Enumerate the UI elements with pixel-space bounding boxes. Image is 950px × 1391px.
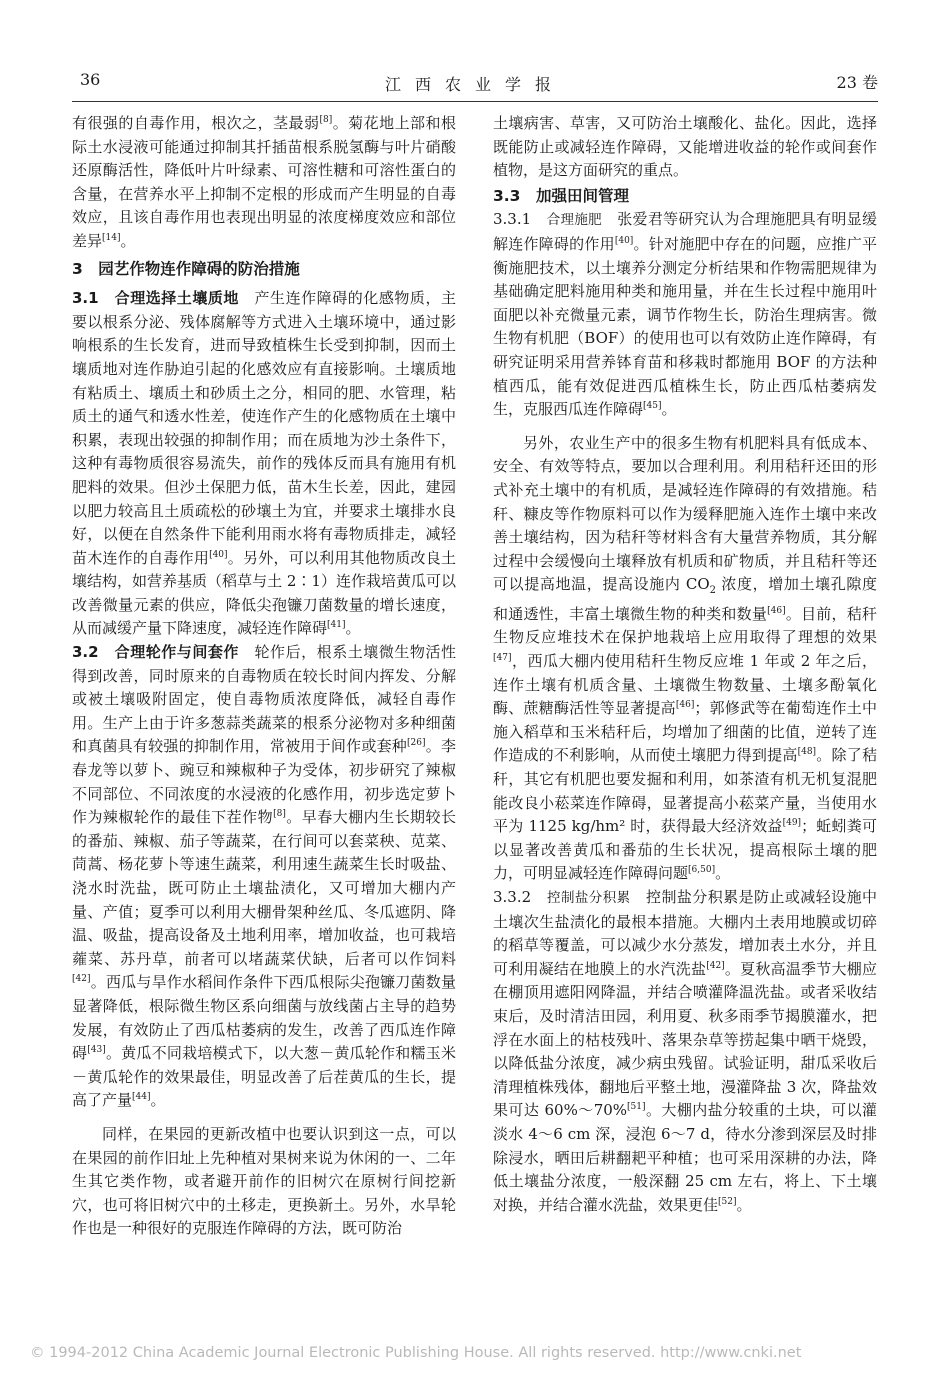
right-column <box>493 112 877 1217</box>
citation: [8] <box>319 115 333 125</box>
citation: [45] <box>643 401 662 412</box>
copyright-footer: © 1994-2012 China Academic Journal Electronic Publishing House. All rights reserved. http://www.cnki.net <box>30 1345 802 1361</box>
citation: [52] <box>718 1196 737 1207</box>
paragraph: 同样，在果园的更新改植中也要认识到这一点，可以在果园的前作旧址上先种植对果树来说为休闲的一、二年生其它类作物，或者避开前作的旧树穴在原树行间挖新穴，也可将旧树穴中的土移走，更换新土。另外，水旱轮作也是一种很好的克服连作障碍的方法，既可防治 <box>72 1124 456 1238</box>
paragraph: 有很强的自毒作用，根次之，茎最弱[8]。菊花地上部和根际土水浸液可能通过抑制其扦插苗根系脱氢酶与叶片硝酸还原酶活性，降低叶片叶绿素、可溶性糖和可溶性蛋白的含量，在营养水平上抑制不定根的形成而产生明显的自毒效应，且该自毒作用也表现出明显的浓度梯度效应和部位差异[14]。 <box>72 114 456 250</box>
subsection-heading-3-2: 3.2 合理轮作与间套作 <box>72 643 239 662</box>
citation: [41] <box>327 620 346 631</box>
citation: [40] <box>614 235 634 246</box>
citation: [40] <box>209 549 228 560</box>
volume-label: 23 卷 <box>836 73 878 92</box>
citation: [14] <box>102 232 121 243</box>
citation: [43] <box>87 1045 106 1056</box>
citation: [42] <box>706 960 725 971</box>
page-number: 36 <box>80 70 101 89</box>
paragraph: 土壤病害、草害，又可防治土壤酸化、盐化。因此，选择既能防止或减轻连作障碍，又能增进收益的轮作或间套作植物，是这方面研究的重点。 <box>493 114 877 180</box>
citation: [46] <box>675 700 695 711</box>
subsubsection-heading-3-3-1: 合理施肥 <box>546 212 602 229</box>
subsection-heading-3-3: 3.3 加强田间管理 <box>493 186 629 205</box>
subsubsection-heading-3-3-2: 控制盐分积累 <box>547 890 631 906</box>
journal-title: 江西农业学报 <box>384 75 565 94</box>
citation: [8] <box>273 809 286 820</box>
citation: [47] <box>493 653 512 664</box>
citation: [6,50] <box>688 865 716 876</box>
citation: [46] <box>767 605 786 616</box>
citation: [49] <box>782 818 802 829</box>
left-column <box>72 112 456 1241</box>
header-rule <box>72 101 878 102</box>
citation: [51] <box>627 1102 646 1113</box>
subsection-heading-3-1: 3.1 合理选择土壤质地 <box>72 289 239 308</box>
citation: [42] <box>72 974 91 985</box>
section-heading-3: 3 园艺作物连作障碍的防治措施 <box>72 259 300 278</box>
citation: [26] <box>407 738 426 749</box>
paragraph-3-3-2: 3.3.2 控制盐分积累 控制盐分积累是防止或减轻设施中土壤次生盐渍化的最根本措施。大棚内土表用地膜或切碎的稻草等覆盖，可以减少水分蒸发，增加表土水分，并且可利用凝结在地膜上的水汽洗盐[42]。夏秋高温季节大棚应在棚顶用遮阳网降温，并结合喷灌降温洗盐。或者采收结束后，及时清洁田园，利用夏、秋多雨季节揭膜灌水，把浮在水面上的枯枝残叶、落果杂草等捞起集中晒干烧毁，以降低盐分浓度，减少病虫残留。试验证明，甜瓜采收后清理植株残体，翻地后平整土地，漫灌降盐 3 次，降盐效果可达 60%～70%[51]。大棚内盐分较重的土块，可以灌淡水 4～6 cm 深，浸泡 6～7 d，待水分渗到深层及时排除浸水，晒田后耕翻耙平种植；也可采用深耕的办法，降低土壤盐分浓度，一般深翻 25 cm 左右，将上、下土壤对换，并结合灌水洗盐，效果更佳[52]。 <box>493 888 877 1214</box>
citation: [48] <box>797 747 817 758</box>
paragraph: 另外，农业生产中的很多生物有机肥料具有低成本、安全、有效等特点，要加以合理利用。利用秸秆还田的形式补充土壤中的有机质，是减轻连作障碍的有效措施。秸秆、糠皮等作物原料可以作为缓释肥施入连作土壤中来改善土壤结构，因为秸秆等材料含有大量营养物质，其分解过程中会缓慢向土壤释放有机质和矿物质，并且秸秆等还可以提高地温，提高设施内 $CO_2$ 浓度，增加土壤孔隙度和通透性，丰富土壤微生物的种类和数量[46]。目前，秸秆生物反应堆技术在保护地栽培上应用取得了理想的效果[47]，西瓜大棚内使用秸秆生物反应堆 1 年或 2 年之后，连作土壤有机质含量、土壤微生物数量、土壤多酚氧化酶、蔗糖酶活性等显著提高[46]；郭修武等在葡萄连作土中施入稻草和玉米秸秆后，均增加了细菌的比值，逆转了连作造成的不利影响，从而使土壤肥力得到提高[48]。除了秸秆，其它有机肥也要发掘和利用，如茶渣有机无机复混肥能改良小菘菜连作障碍，显著提高小菘菜产量，当使用水平为 1125 kg/hm² 时，获得最大经济效益[49]；蚯蚓粪可以显著改善黄瓜和番茄的生长状况，提高根际土壤的肥力，可明显减轻连作障碍问题[6,50]。 <box>493 433 877 883</box>
paragraph-3-2: 3.2 合理轮作与间套作 轮作后，根系土壤微生物活性得到改善，同时原来的自毒物质在较长时间内挥发、分解或被土壤吸附固定，使自毒物质浓度降低，减轻自毒作用。生产上由于许多葱蒜类蔬菜的根系分泌物对多种细菌和真菌具有较强的抑制作用，常被用于间作或套种[26]。李春龙等以萝卜、豌豆和辣椒种子为受体，初步研究了辣椒不同部位、不同浓度的水浸液的化感作用，初步选定萝卜作为辣椒轮作的最佳下茬作物[8]。早春大棚内生长期较长的番茄、辣椒、茄子等蔬菜，在行间可以套菜秧、苋菜、茼蒿、杨花萝卜等速生蔬菜，利用速生蔬菜生长时吸盐、浇水时洗盐，既可防止土壤盐渍化，又可增加大棚内产量、产值；夏季可以利用大棚骨架种丝瓜、冬瓜遮阴、降温、吸盐，提高设备及土地利用率，增加收益，也可栽培蕹菜、苏丹草，前者可以堵蔬菜伏缺，后者可以作饲料[42]。西瓜与旱作水稻间作条件下西瓜根际尖孢镰刀菌数量显著降低，根际微生物区系向细菌与放线菌占主导的趋势发展，有效防止了西瓜枯萎病的发生，改善了西瓜连作障碍[43]。黄瓜不同栽培模式下，以大葱－黄瓜轮作和糯玉米－黄瓜轮作的效果最佳，明显改善了后茬黄瓜的生长，提高了产量[44]。 <box>72 643 456 1110</box>
paragraph-3-1: 3.1 合理选择土壤质地 产生连作障碍的化感物质，主要以根系分泌、残体腐解等方式进入土壤环境中，通过影响根系的生长发育，进而导致植株生长受到抑制，因而土壤质地对连作胁迫引起的化感效应有直接影响。土壤质地有粘质土、壤质土和砂质土之分，相同的肥、水管理，粘质土的通气和透水性差，使连作产生的化感物质在土壤中积累，表现出较强的抑制作用；而在质地为沙土条件下，这种有毒物质很容易流失，前作的残体反而具有施用有机肥料的效果。但沙土保肥力低，苗木生长差，因此，建园以肥力较高且土质疏松的砂壤土为宜，并要求土壤排水良好，以便在自然条件下能利用雨水将有毒物质排走，减轻苗木连作的自毒作用[40]。另外，可以利用其他物质改良土壤结构，如营养基质（稻草与土 2∶1）连作栽培黄瓜可以改善微量元素的供应，降低尖孢镰刀菌数量的增长速度，从而减缓产量下降速度，减轻连作障碍[41]。 <box>72 289 456 638</box>
paragraph-3-3-1: 3.3.1 合理施肥 张爱君等研究认为合理施肥具有明显缓解连作障碍的作用[40]。针对施肥中存在的问题，应推广平衡施肥技术，以土壤养分测定分析结果和作物需肥规律为基础确定肥料施用种类和施用量，并在生长过程中施用叶面肥以补充微量元素，调节作物生长，防治生理病害。微生物有机肥（BOF）的使用也可以有效防止连作障碍，有研究证明采用营养钵育苗和移栽时都施用 BOF 的方法种植西瓜，能有效促进西瓜植株生长，防止西瓜枯萎病发生，克服西瓜连作障碍[45]。 <box>493 210 877 419</box>
citation: [44] <box>132 1092 151 1103</box>
